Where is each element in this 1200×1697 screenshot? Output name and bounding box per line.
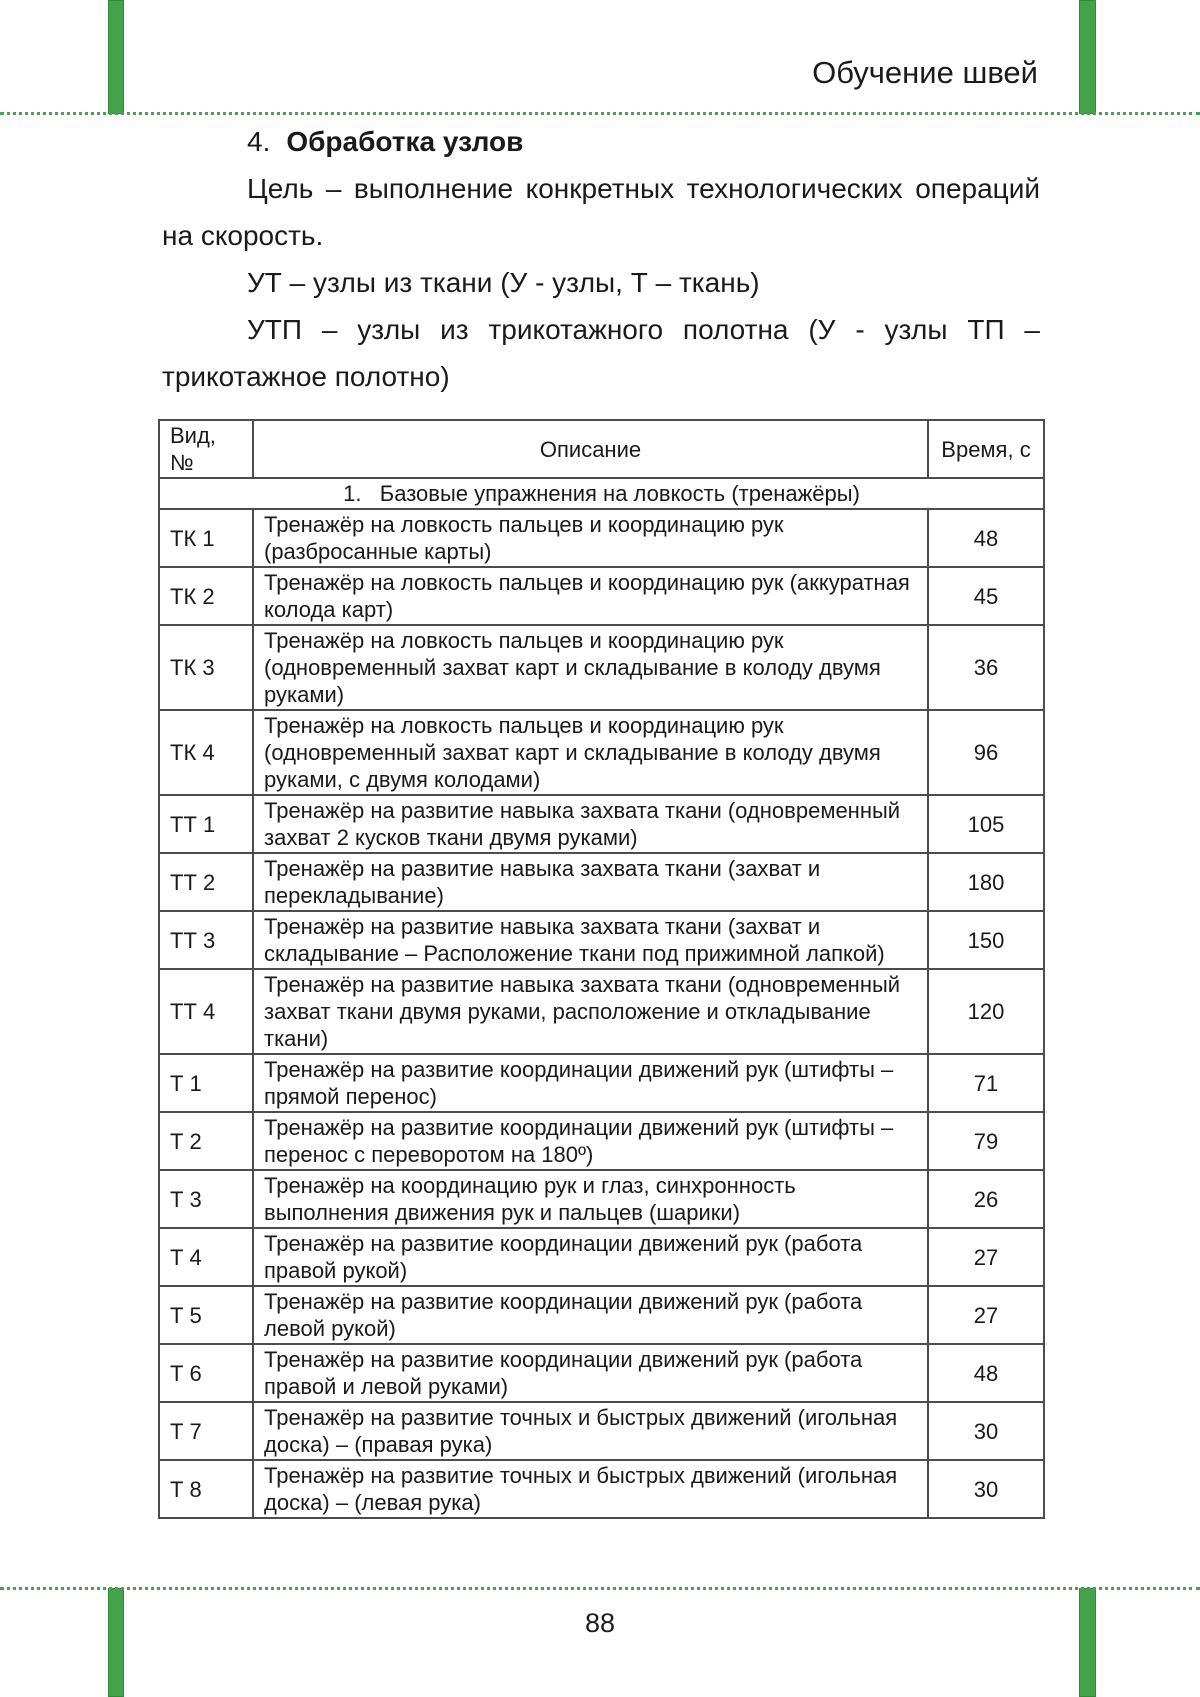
paragraph-line: УТП – узлы из трикотажного полотна (У - узлы ТП – xyxy=(247,314,1040,345)
row-id-cell: ТК 3 xyxy=(159,625,253,710)
table-row xyxy=(159,853,1044,911)
row-description-cell: Тренажёр на координацию рук и глаз, синхронность выполнения движения рук и пальцев (шарики) xyxy=(253,1170,928,1228)
paragraph-line: УТ – узлы из ткани (У - узлы, Т – ткань) xyxy=(247,267,760,298)
section-number: 4. xyxy=(247,126,271,157)
row-id-cell: Т 1 xyxy=(159,1054,253,1112)
paragraph-line: Цель – выполнение конкретных технологических операций xyxy=(247,173,1040,204)
table-row xyxy=(159,969,1044,1054)
table-row xyxy=(159,1228,1044,1286)
row-time-cell: 180 xyxy=(928,853,1044,911)
table-row xyxy=(159,1054,1044,1112)
row-id-cell: Т 3 xyxy=(159,1170,253,1228)
row-id-cell: ТТ 4 xyxy=(159,969,253,1054)
paragraph-ut xyxy=(162,259,1040,306)
table-row xyxy=(159,1344,1044,1402)
table-row xyxy=(159,911,1044,969)
running-header: Обучение швей xyxy=(812,55,1038,90)
row-id-cell: ТТ 2 xyxy=(159,853,253,911)
table-row xyxy=(159,509,1044,567)
table-header-row xyxy=(159,420,1044,478)
row-description-cell: Тренажёр на ловкость пальцев и координацию рук (аккуратная колода карт) xyxy=(253,567,928,625)
table-row xyxy=(159,567,1044,625)
row-time-cell: 48 xyxy=(928,1344,1044,1402)
row-description-cell: Тренажёр на развитие координации движений рук (штифты – прямой перенос) xyxy=(253,1054,928,1112)
row-description-cell: Тренажёр на ловкость пальцев и координацию рук (одновременный захват карт и складывание в колоду двумя руками) xyxy=(253,625,928,710)
table-row xyxy=(159,1286,1044,1344)
table-row xyxy=(159,710,1044,795)
row-description-cell: Тренажёр на развитие навыка захвата ткани (захват и перекладывание) xyxy=(253,853,928,911)
table-row xyxy=(159,625,1044,710)
row-time-cell: 48 xyxy=(928,509,1044,567)
row-description-cell: Тренажёр на развитие точных и быстрых движений (игольная доска) – (левая рука) xyxy=(253,1460,928,1518)
row-time-cell: 30 xyxy=(928,1402,1044,1460)
table-row xyxy=(159,1170,1044,1228)
row-time-cell: 36 xyxy=(928,625,1044,710)
row-id-cell: ТТ 1 xyxy=(159,795,253,853)
row-description-cell: Тренажёр на развитие навыка захвата ткани (одновременный захват 2 кусков ткани двумя руками) xyxy=(253,795,928,853)
row-id-cell: Т 4 xyxy=(159,1228,253,1286)
row-id-cell: ТК 2 xyxy=(159,567,253,625)
paragraph-line: трикотажное полотно) xyxy=(162,361,450,392)
row-description-cell: Тренажёр на развитие координации движений рук (работа правой и левой руками) xyxy=(253,1344,928,1402)
row-time-cell: 120 xyxy=(928,969,1044,1054)
table-row xyxy=(159,1460,1044,1518)
row-id-cell: Т 6 xyxy=(159,1344,253,1402)
row-id-cell: ТТ 3 xyxy=(159,911,253,969)
row-id-cell: ТК 4 xyxy=(159,710,253,795)
table-section-row xyxy=(159,478,1044,509)
paragraph-goal xyxy=(162,165,1040,259)
row-description-cell: Тренажёр на развитие координации движений рук (штифты – перенос с переворотом на 180º) xyxy=(253,1112,928,1170)
row-id-cell: Т 5 xyxy=(159,1286,253,1344)
content-area xyxy=(162,118,1040,1519)
section-heading xyxy=(162,118,1040,165)
row-description-cell: Тренажёр на ловкость пальцев и координацию рук (одновременный захват карт и складывание в колоду двумя руками, с двумя колодами) xyxy=(253,710,928,795)
paragraph-utp xyxy=(162,306,1040,400)
exercises-table xyxy=(158,419,1045,1519)
section-row-label: 1. Базовые упражнения на ловкость (тренажёры) xyxy=(159,478,1044,509)
row-time-cell: 105 xyxy=(928,795,1044,853)
row-description-cell: Тренажёр на ловкость пальцев и координацию рук (разбросанные карты) xyxy=(253,509,928,567)
row-time-cell: 30 xyxy=(928,1460,1044,1518)
page-number: 88 xyxy=(584,1608,616,1638)
table-row xyxy=(159,1112,1044,1170)
row-time-cell: 79 xyxy=(928,1112,1044,1170)
row-id-cell: Т 2 xyxy=(159,1112,253,1170)
row-description-cell: Тренажёр на развитие навыка захвата ткани (одновременный захват ткани двумя руками, расположение и откладывание ткани) xyxy=(253,969,928,1054)
row-time-cell: 150 xyxy=(928,911,1044,969)
decor-green-bar-bottom-left xyxy=(108,1588,124,1697)
row-time-cell: 45 xyxy=(928,567,1044,625)
table-row xyxy=(159,795,1044,853)
decor-green-bar-top-right xyxy=(1079,0,1096,114)
row-time-cell: 71 xyxy=(928,1054,1044,1112)
row-id-cell: Т 8 xyxy=(159,1460,253,1518)
decor-green-bar-top-left xyxy=(108,0,124,114)
footer-divider-dotted-line xyxy=(0,1587,1200,1590)
row-id-cell: ТК 1 xyxy=(159,509,253,567)
row-time-cell: 26 xyxy=(928,1170,1044,1228)
row-description-cell: Тренажёр на развитие координации движений рук (работа левой рукой) xyxy=(253,1286,928,1344)
column-header-description: Описание xyxy=(253,420,928,478)
column-header-time: Время, с xyxy=(928,420,1044,478)
decor-green-bar-bottom-right xyxy=(1079,1588,1096,1697)
row-time-cell: 27 xyxy=(928,1228,1044,1286)
paragraph-line: на скорость. xyxy=(162,220,324,251)
row-description-cell: Тренажёр на развитие точных и быстрых движений (игольная доска) – (правая рука) xyxy=(253,1402,928,1460)
header-divider-dotted-line xyxy=(0,112,1200,115)
row-description-cell: Тренажёр на развитие навыка захвата ткани (захват и складывание – Расположение ткани под прижимной лапкой) xyxy=(253,911,928,969)
row-description-cell: Тренажёр на развитие координации движений рук (работа правой рукой) xyxy=(253,1228,928,1286)
section-title: Обработка узлов xyxy=(286,126,524,157)
row-time-cell: 27 xyxy=(928,1286,1044,1344)
column-header-vid: Вид, № xyxy=(159,420,253,478)
table-row xyxy=(159,1402,1044,1460)
row-id-cell: Т 7 xyxy=(159,1402,253,1460)
row-time-cell: 96 xyxy=(928,710,1044,795)
